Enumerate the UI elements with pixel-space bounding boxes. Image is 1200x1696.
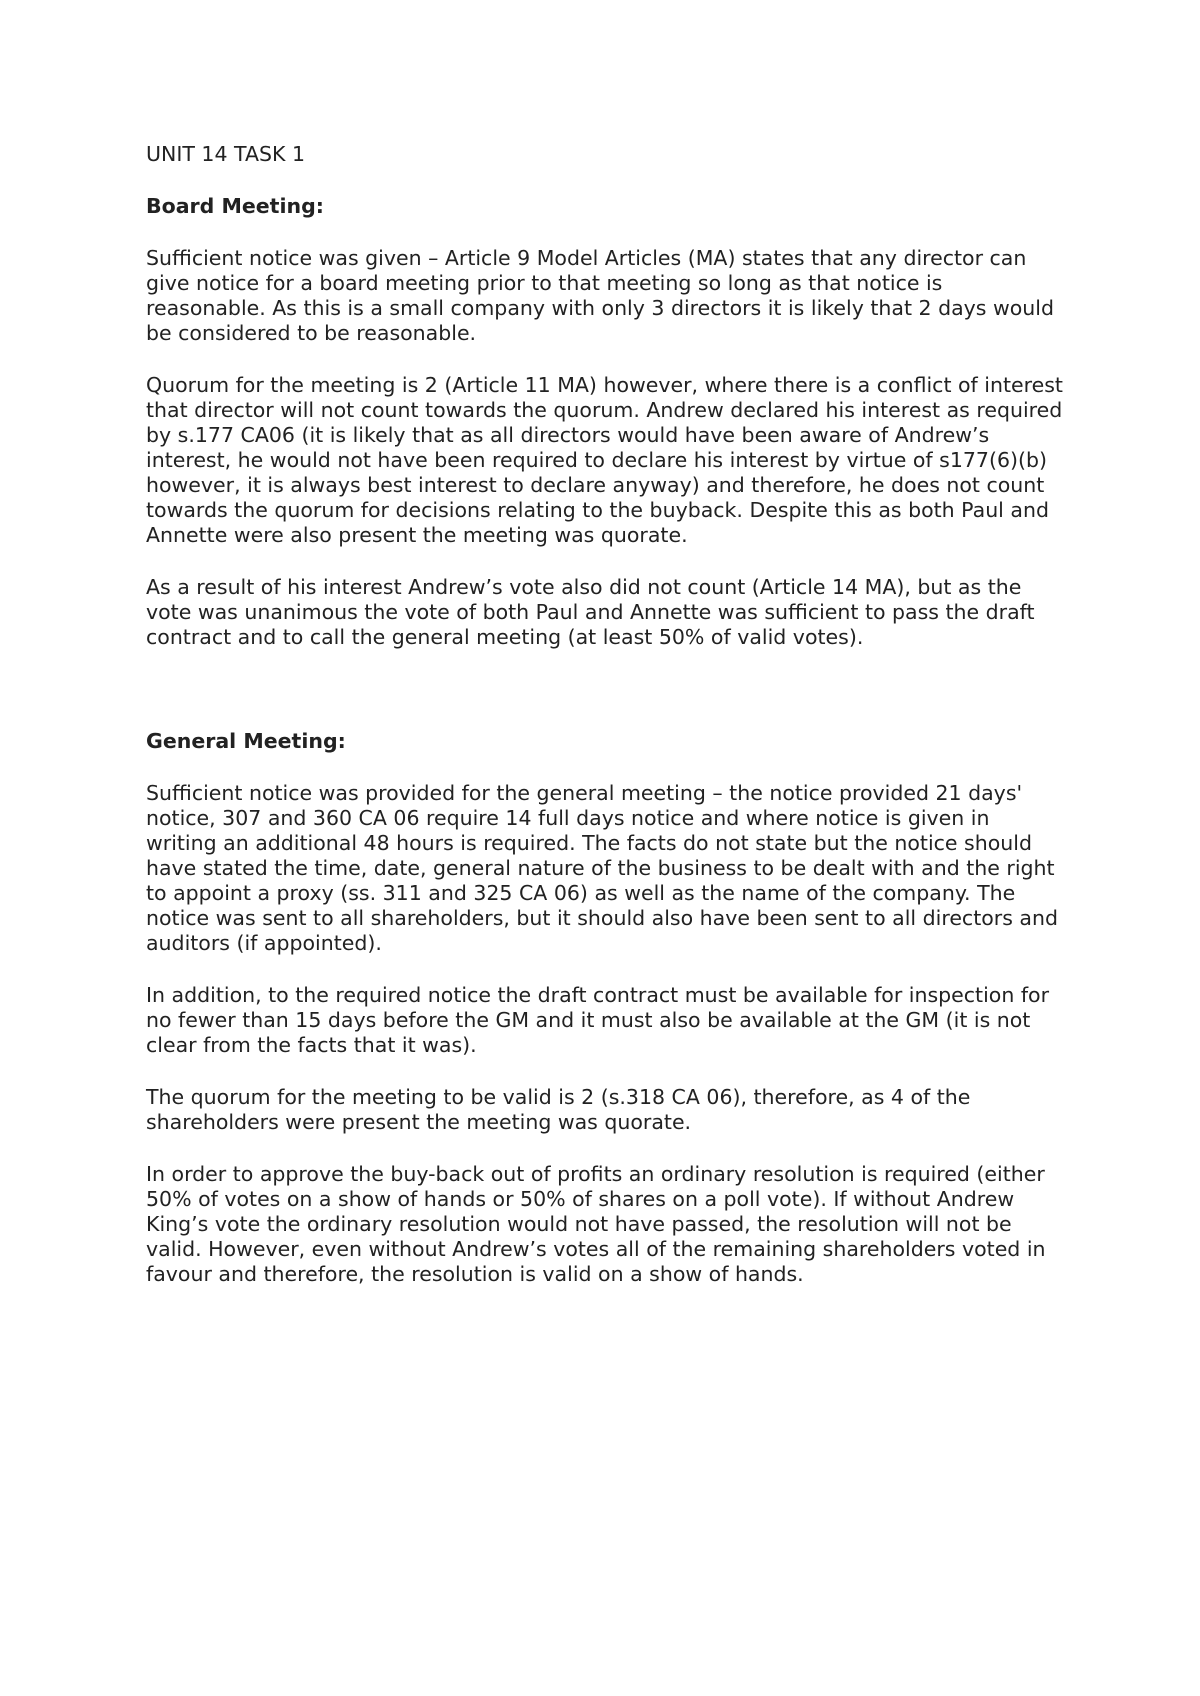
general-meeting-heading: General Meeting:: [146, 729, 346, 753]
general-meeting-paragraph-resolution: In order to approve the buy-back out of profits an ordinary resolution is required (either 50% of votes on a show of hands or 50% of shares on a poll vote). If without Andrew King’s vote the ordinary resolution would not have passed, the resolution will not be valid. However, even without Andrew’s votes all of the remaining shareholders voted in favour and therefore, the resolution is valid on a show of hands.: [146, 1162, 1046, 1286]
document-body: [146, 142, 1066, 1314]
board-meeting-section: [146, 194, 1066, 650]
board-meeting-paragraph-vote: As a result of his interest Andrew’s vote also did not count (Article 14 MA), but as the vote was unanimous the vote of both Paul and Annette was sufficient to pass the draft contract and to call the general meeting (at least 50% of valid votes).: [146, 575, 1035, 649]
general-meeting-section: [146, 729, 1066, 1287]
board-meeting-heading: Board Meeting:: [146, 194, 324, 218]
general-meeting-paragraph-notice: Sufficient notice was provided for the general meeting – the notice provided 21 days' notice, 307 and 360 CA 06 require 14 full days notice and where notice is given in writing an additional 48 hours is required. The facts do not state but the notice should have stated the time, date, general nature of the business to be dealt with and the right to appoint a proxy (ss. 311 and 325 CA 06) as well as the name of the company. The notice was sent to all shareholders, but it should also have been sent to all directors and auditors (if appointed).: [146, 781, 1058, 955]
board-meeting-paragraph-notice: Sufficient notice was given – Article 9 Model Articles (MA) states that any director can give notice for a board meeting prior to that meeting so long as that notice is reasonable. As this is a small company with only 3 directors it is likely that 2 days would be considered to be reasonable.: [146, 246, 1054, 345]
general-meeting-paragraph-inspection: In addition, to the required notice the draft contract must be available for inspection for no fewer than 15 days before the GM and it must also be available at the GM (it is not clear from the facts that it was).: [146, 983, 1050, 1057]
board-meeting-paragraph-quorum: Quorum for the meeting is 2 (Article 11 MA) however, where there is a conflict of interest that director will not count towards the quorum. Andrew declared his interest as required by s.177 CA06 (it is likely that as all directors would have been aware of Andrew’s interest, he would not have been required to declare his interest by virtue of s177(6)(b) however, it is always best interest to declare anyway) and therefore, he does not count towards the quorum for decisions relating to the buyback. Despite this as both Paul and Annette were also present the meeting was quorate.: [146, 373, 1063, 547]
document-title: UNIT 14 TASK 1: [146, 142, 305, 166]
section-spacer: [146, 677, 1066, 729]
general-meeting-paragraph-quorum: The quorum for the meeting to be valid is 2 (s.318 CA 06), therefore, as 4 of the shareholders were present the meeting was quorate.: [146, 1085, 971, 1134]
